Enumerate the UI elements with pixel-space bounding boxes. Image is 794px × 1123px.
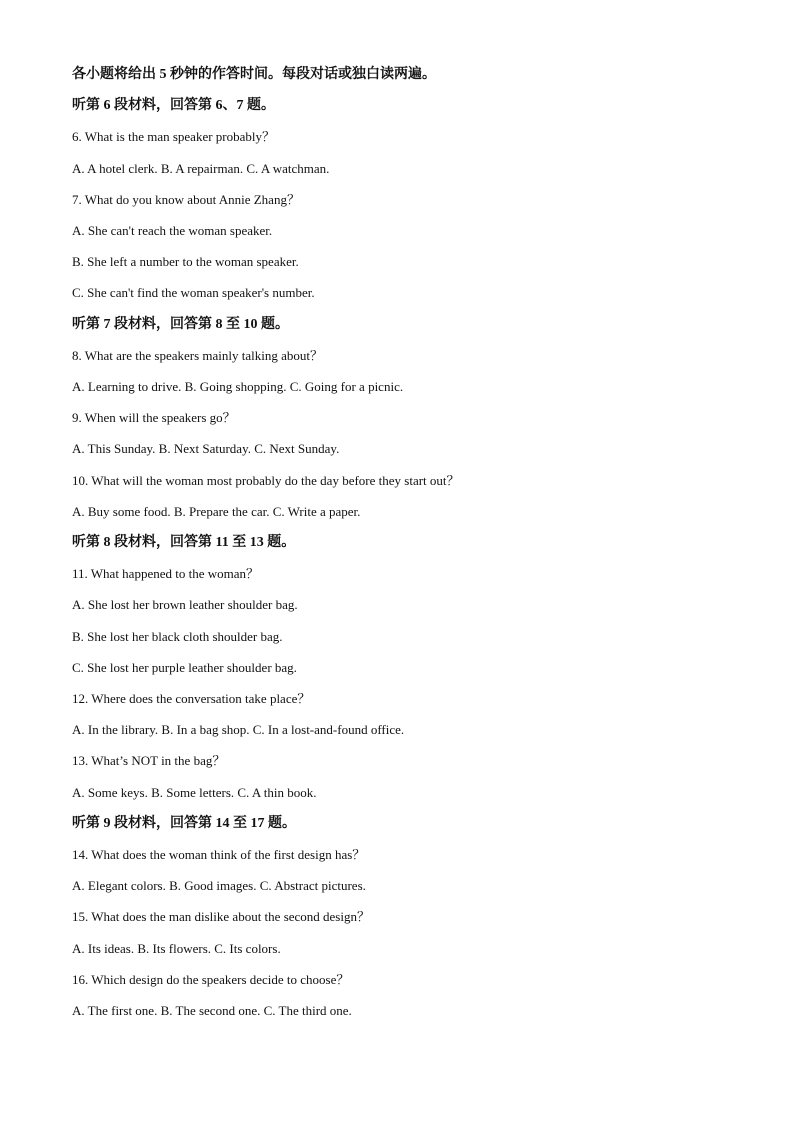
answer-options: C. She lost her purple leather shoulder bag. xyxy=(72,659,297,675)
answer-options: A. A hotel clerk. B. A repairman. C. A watchman. xyxy=(72,160,330,176)
answer-options: C. She can't find the woman speaker's number. xyxy=(72,285,315,301)
question-text: 10. What will the woman most probably do the day before they start out？ xyxy=(72,472,460,488)
answer-options: A. Learning to drive. B. Going shopping. C. Going for a picnic. xyxy=(72,379,404,394)
question-text: 12. Where does the conversation take place？ xyxy=(72,691,311,706)
question-text: 11. What happened to the woman？ xyxy=(72,566,260,582)
answer-options: B. She lost her black cloth shoulder bag. xyxy=(72,628,283,644)
answer-options: A. In the library. B. In a bag shop. C. In a lost-and-found office. xyxy=(72,722,405,738)
section-heading: 听第 6 段材料，回答第 6、7 题。 xyxy=(72,98,275,114)
question-text: 9. When will the speakers go？ xyxy=(72,410,236,426)
section-heading: 听第 7 段材料，回答第 8 至 10 题。 xyxy=(72,316,289,332)
question-text: 8. What are the speakers mainly talking about？ xyxy=(72,347,324,363)
section-heading: 听第 9 段材料，回答第 14 至 17 题。 xyxy=(72,815,296,831)
question-text: 13. What’s NOT in the bag？ xyxy=(72,753,226,769)
question-text: 7. What do you know about Annie Zhang？ xyxy=(72,191,300,207)
answer-options: A. This Sunday. B. Next Saturday. C. Next Sunday. xyxy=(72,441,340,457)
answer-options: A. Elegant colors. B. Good images. C. Abstract pictures. xyxy=(72,878,366,894)
answer-options: A. The first one. B. The second one. C. The third one. xyxy=(72,1003,352,1018)
section-heading: 听第 8 段材料，回答第 11 至 13 题。 xyxy=(72,535,296,550)
question-text: 15. What does the man dislike about the second design？ xyxy=(72,909,370,925)
answer-options: A. Buy some food. B. Prepare the car. C. Write a paper. xyxy=(72,503,361,519)
section-heading: 各小题将给出 5 秒钟的作答时间。每段对话或独白读两遍。 xyxy=(72,67,436,82)
answer-options: A. She lost her brown leather shoulder bag. xyxy=(72,597,298,613)
question-text: 16. Which design do the speakers decide to choose？ xyxy=(72,971,350,987)
answer-options: A. Its ideas. B. Its flowers. C. Its colors. xyxy=(72,940,281,956)
question-text: 14. What does the woman think of the first design has？ xyxy=(72,847,366,862)
question-text: 6. What is the man speaker probably？ xyxy=(72,129,276,145)
answer-options: A. She can't reach the woman speaker. xyxy=(72,223,273,238)
answer-options: B. She left a number to the woman speaker. xyxy=(72,254,299,270)
answer-options: A. Some keys. B. Some letters. C. A thin book. xyxy=(72,784,317,800)
